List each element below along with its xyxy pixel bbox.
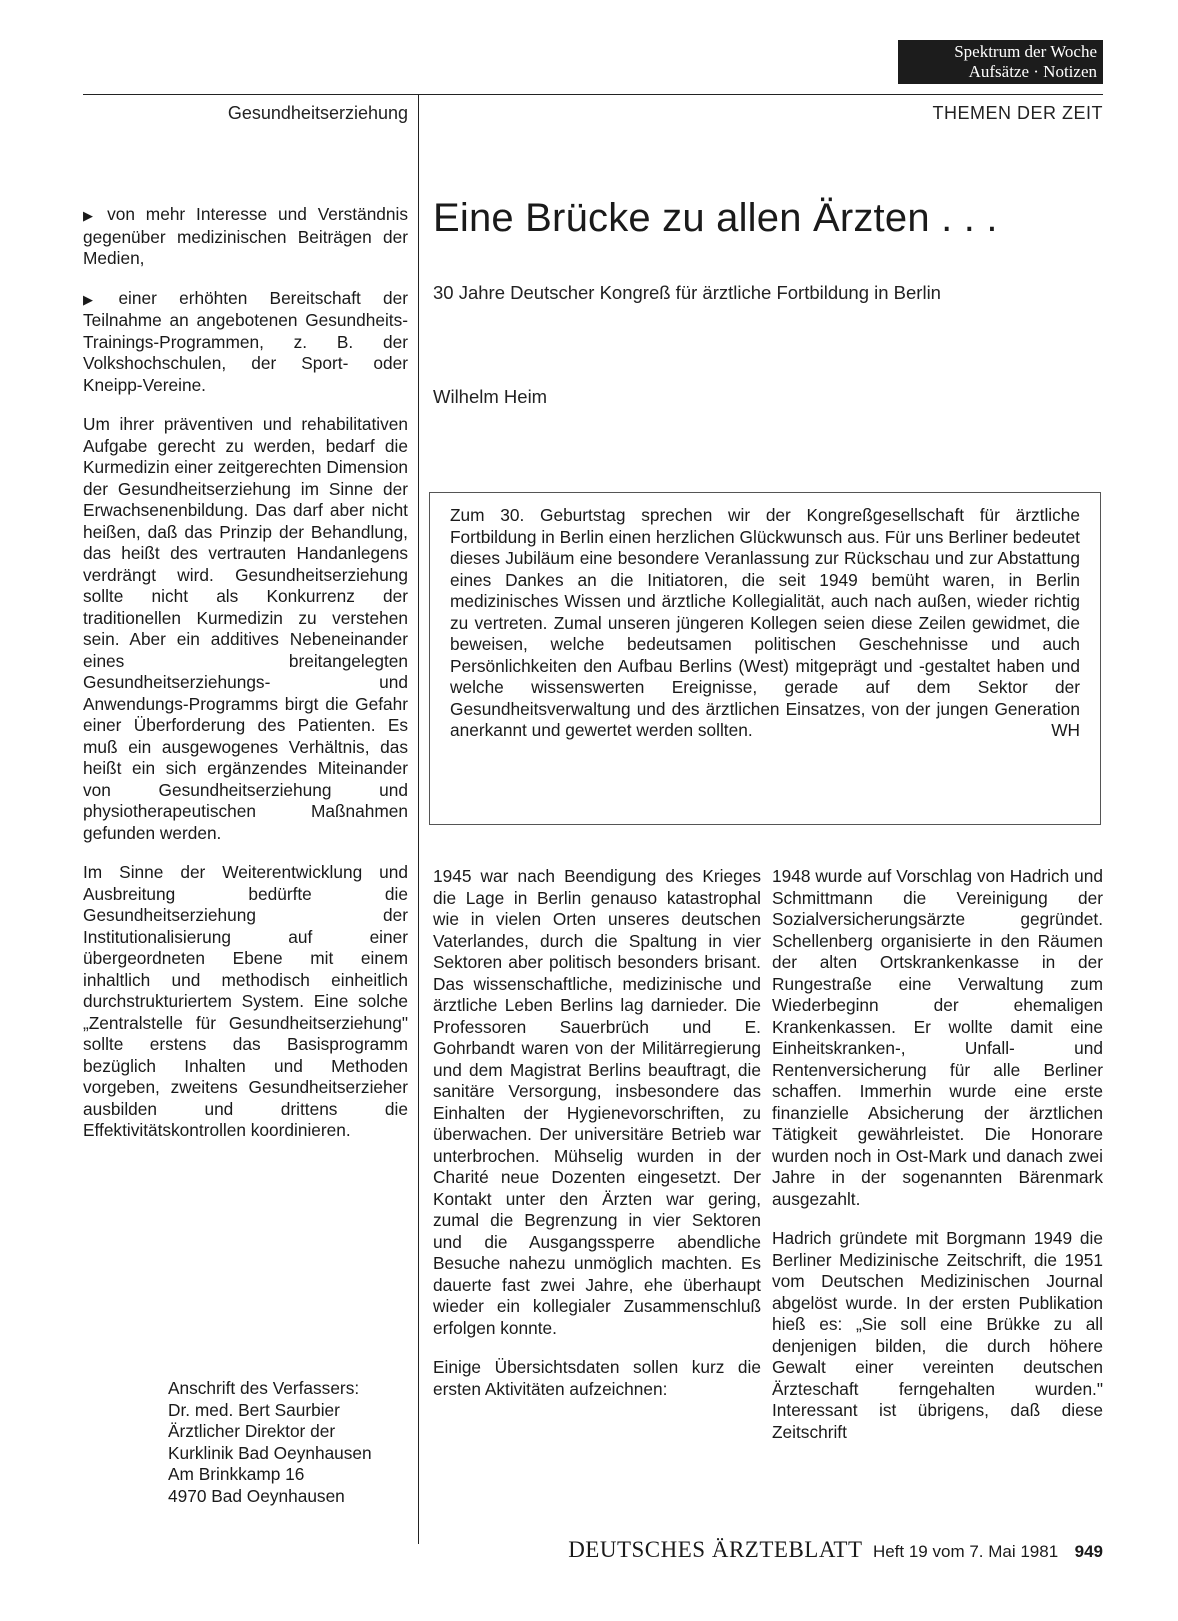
triangle-bullet-icon: ▶ [83, 291, 111, 307]
section-badge [898, 40, 1103, 84]
left-column [83, 204, 408, 1160]
middle-column [433, 866, 761, 1418]
badge-line-1: Spektrum der Woche [954, 42, 1097, 61]
address-line: Dr. med. Bert Saurbier [168, 1399, 340, 1420]
article-subtitle: 30 Jahre Deutscher Kongreß für ärztliche Fortbildung in Berlin [433, 282, 941, 303]
bullet-item: ▶ von mehr Interesse und Verständnis gegenüber medizinischen Beiträgen der Medien, [83, 204, 409, 268]
article-title: Eine Brücke zu allen Ärzten . . . [433, 196, 998, 240]
page-footer [490, 1537, 1103, 1563]
body-paragraph: Hadrich gründete mit Borgmann 1949 die Berliner Medizinische Zeitschrift, die 1951 vom Deutschen Medizinischen Journal abgelöst wurde. In der ersten Publikation hieß es: „Sie soll eine Brükke zu all denjenigen bilden, die durch höhere Gewalt einer vereinten deutschen Ärzteschaft ferngehalten wurden." Interessant ist übrigens, daß diese Zeitschrift [772, 1228, 1103, 1442]
header-rule [83, 94, 1103, 95]
column-divider [418, 94, 419, 1544]
address-line: Kurklinik Bad Oeynhausen [168, 1442, 372, 1463]
section-label-right: THEMEN DER ZEIT [932, 103, 1103, 123]
journal-name: DEUTSCHES ÄRZTEBLATT [568, 1537, 863, 1562]
intro-signature: WH [1051, 720, 1080, 740]
address-line: Anschrift des Verfassers: [168, 1378, 360, 1398]
triangle-bullet-icon: ▶ [83, 208, 100, 223]
address-line: Am Brinkkamp 16 [168, 1464, 305, 1484]
badge-line-2: Aufsätze · Notizen [968, 62, 1097, 81]
right-column [772, 866, 1103, 1461]
author-address [168, 1378, 408, 1507]
issue-info: Heft 19 vom 7. Mai 1981 [872, 1542, 1059, 1561]
left-paragraph: Im Sinne der Weiterentwicklung und Ausbreitung bedürfte die Gesundheitserziehung der Institutionalisierung auf einer übergeordneten Ebene mit einem inhaltlich und methodisch einheitlich durchstrukturiertem System. Eine solche „Zentralstelle für Gesundheitserziehung" sollte erstens das Basisprogramm bezüglich Inhalten und Methoden vorgeben, zweitens Gesundheitserzieher ausbilden und drittens die Effektivitätskontrollen koordinieren. [83, 862, 408, 1140]
address-line: 4970 Bad Oeynhausen [168, 1485, 345, 1506]
section-label-left: Gesundheitserziehung [227, 103, 408, 123]
left-paragraph: Um ihrer präventiven und rehabilitativen Aufgabe gerecht zu werden, bedarf die Kurmedizin einer zeitgerechten Dimension der Gesundheitserziehung im Sinne der Erwachsenenbildung. Das darf aber nicht heißen, daß das Prinzip der Behandlung, das heißt des vertrauten Handanlegens verdrängt wird. Gesundheitserziehung sollte nicht als Konkurrenz der traditionellen Kurmedizin zu verstehen sein. Aber ein additives Nebeneinander eines breitangelegten Gesundheitserziehungs- und Anwendungs-Programms birgt die Gefahr einer Überforderung des Patienten. Es muß ein ausgewogenes Verhältnis, das heißt ein sich ergänzendes Miteinander von Gesundheitserziehung und physiotherapeutischen Maßnahmen gefunden werden. [83, 414, 408, 843]
body-paragraph: 1948 wurde auf Vorschlag von Hadrich und Schmittmann die Vereinigung der Sozialversicherungsärzte gegründet. Schellenberg organisierte in den Räumen der alten Ortskrankenkasse in der Rungestraße eine Verwaltung zum Wiederbeginn der ehemaligen Krankenkassen. Er wollte damit eine Einheitskranken-, Unfall- und Rentenversicherung für alle Berliner schaffen. Immerhin wurde eine erste finanzielle Absicherung der ärztlichen Tätigkeit gewährleistet. Die Honorare wurden noch in Ost-Mark und danach zwei Jahre in der sogenannten Bärenmark ausgezahlt. [772, 866, 1103, 1209]
page-number: 949 [1074, 1542, 1103, 1561]
body-paragraph: Einige Übersichtsdaten sollen kurz die ersten Aktivitäten aufzeichnen: [433, 1357, 761, 1399]
body-paragraph: 1945 war nach Beendigung des Krieges die Lage in Berlin genauso katastrophal wie in vielen Orten unseres deutschen Vaterlandes, durch die Spaltung in vier Sektoren aber politisch besonders brisant. Das wissenschaftliche, medizinische und ärztliche Leben Berlins lag darnieder. Die Professoren Sauerbrüch und E. Gohrbandt waren von der Militärregierung und dem Magistrat Berlins beauftragt, die sanitäre Versorgung, insbesondere das Einhalten der Hygienevorschriften, zu überwachen. Der universitäre Betrieb war unterbrochen. Mühselig wurden in der Charité neue Dozenten eingesetzt. Der Kontakt unter den Ärzten war gering, zumal die Begrenzung in vier Sektoren und die Ausgangssperre abendliche Besuche nahezu unmöglich machten. Es dauerte fast zwei Jahre, ehe überhaupt wieder ein kollegialer Zusammenschluß erfolgen konnte. [433, 866, 761, 1338]
intro-text: Zum 30. Geburtstag sprechen wir der Kongreßgesellschaft für ärztliche Fortbildung in Berlin einen herzlichen Glückwunsch aus. Für uns Berliner bedeutet dieses Jubiläum eine besondere Veranlassung zur Rückschau und zur Abstattung eines Dankes an die Initiatoren, die seit 1949 bemüht waren, in Berlin medizinisches Wissen und ärztliche Kollegialität, auch nach außen, wieder richtig zu vertreten. Zumal unseren jüngeren Kollegen seien diese Zeilen gewidmet, die beweisen, welche bedeutsamen politischen Geschehnisse und auch Persönlichkeiten den Aufbau Berlins (West) mitgeprägt und -gestaltet haben und welche wissenswerten Ereignisse, gerade auf dem Sektor der Gesundheitsverwaltung und des ärztlichen Einsatzes, von der jungen Generation anerkannt und gewertet werden sollten. [450, 505, 1080, 740]
address-line: Ärztlicher Direktor der [168, 1421, 336, 1441]
bullet-item: ▶ einer erhöhten Bereitschaft der Teilnahme an angebotenen Gesundheits-Trainings-Programmen, z. B. der Volkshochschulen, der Sport- oder Kneipp-Vereine. [83, 287, 409, 395]
intro-box [429, 492, 1101, 825]
article-author: Wilhelm Heim [433, 386, 548, 407]
